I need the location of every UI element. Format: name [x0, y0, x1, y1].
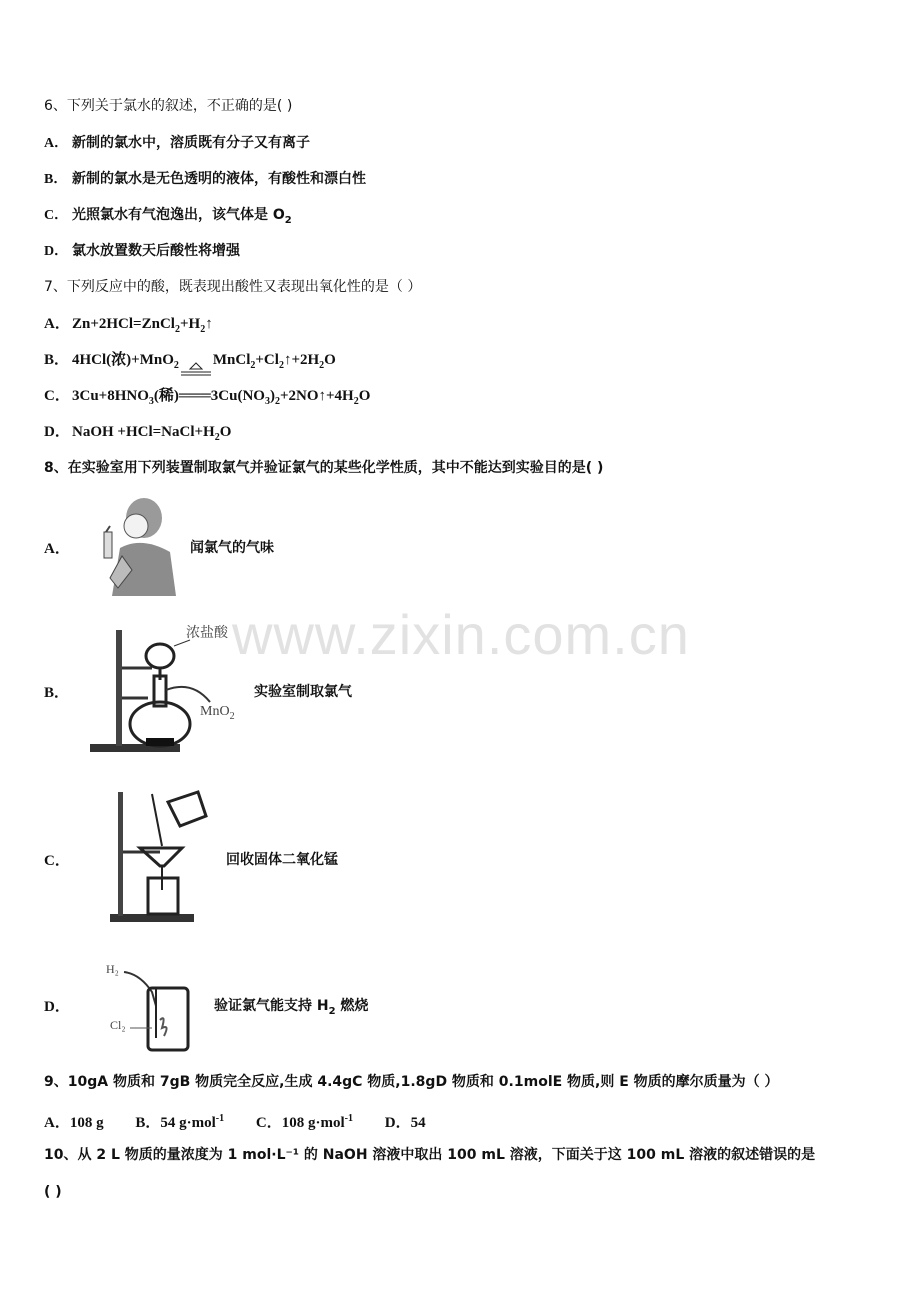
option-label: B．: [135, 1115, 161, 1131]
q7-option-b[interactable]: [44, 350, 336, 376]
smelling-gas-figure: [92, 496, 184, 604]
eq-part: Zn+2HCl=ZnCl: [72, 316, 175, 332]
option-text: 氯水放置数天后酸性将增强: [72, 243, 240, 259]
subscript: 2: [278, 360, 284, 371]
q6-stem: 6、下列关于氯水的叙述，不正确的是( ): [44, 98, 293, 114]
option-label: C．: [255, 1115, 282, 1131]
q7-option-c[interactable]: [44, 386, 370, 412]
option-text: 光照氯水有气泡逸出，该气体是 O: [72, 207, 285, 223]
option-label: D．: [44, 244, 69, 259]
option-text: 108 g: [69, 1115, 104, 1131]
option-label: A．: [44, 316, 70, 332]
fig-label-cl2: Cl₂: [110, 1018, 126, 1032]
option-text: 54: [410, 1115, 426, 1131]
hydrogen-burning-figure: [100, 958, 210, 1062]
eq-part: (稀): [153, 388, 179, 404]
option-text: 54 g·mol: [160, 1115, 216, 1131]
eq-part: MnCl: [212, 352, 251, 368]
q8-option-b-caption: 实验室制取氯气: [254, 684, 352, 700]
eq-part: +Cl: [255, 352, 279, 368]
eq-part: 4HCl(浓)+MnO: [72, 352, 174, 368]
superscript: -1: [344, 1113, 353, 1124]
option-label: C．: [44, 388, 70, 404]
q7-option-d[interactable]: [44, 422, 231, 448]
filtration-figure: [82, 786, 222, 934]
option-label: D．: [44, 424, 70, 440]
subscript: 2: [200, 324, 206, 335]
q6-option-c[interactable]: [44, 205, 292, 231]
q9-stem: 9、10gA 物质和 7gB 物质完全反应,生成 4.4gC 物质,1.8gD 物质和 0.1molE 物质,则 E 物质的摩尔质量为（ ）: [44, 1074, 779, 1090]
q8-option-d-label[interactable]: D．: [44, 999, 70, 1015]
caption-text: 燃烧: [335, 998, 369, 1014]
q8-option-d-caption: [214, 995, 368, 1017]
fig-label-h2: H₂: [106, 962, 119, 976]
q8-option-c-label[interactable]: C．: [44, 853, 70, 869]
q10-stem: 10、从 2 L 物质的量浓度为 1 mol·L⁻¹ 的 NaOH 溶液中取出 100 mL 溶液，下面关于这 100 mL 溶液的叙述错误的是: [44, 1147, 816, 1163]
eq-part: ↑+2H: [283, 352, 320, 368]
option-label: B．: [44, 172, 68, 187]
q8-option-c-caption: 回收固体二氧化锰: [226, 852, 338, 868]
q8-stem: 8、在实验室用下列装置制取氯气并验证氯气的某些化学性质，其中不能达到实验目的是( ): [44, 460, 604, 476]
mno2-text: MnO: [200, 704, 230, 719]
chlorine-generator-figure: [82, 620, 252, 760]
eq-part: O: [324, 352, 336, 368]
q9-option-b[interactable]: [135, 1115, 224, 1131]
option-label: D．: [384, 1115, 411, 1131]
q8-option-a-label[interactable]: A．: [44, 541, 70, 557]
q6-option-a[interactable]: [44, 133, 310, 154]
eq-part: ): [269, 388, 275, 404]
q9-option-d[interactable]: [385, 1115, 426, 1131]
q6-option-b[interactable]: [44, 169, 366, 190]
q9-option-c[interactable]: [256, 1115, 353, 1131]
subscript: 2: [328, 1005, 336, 1017]
subscript: 2: [174, 324, 180, 335]
fig-label-mno2: [200, 704, 235, 722]
q10-paren: ( ): [44, 1184, 62, 1200]
subscript: 2: [214, 432, 220, 443]
q9-options: [44, 1109, 426, 1133]
option-label: C．: [44, 208, 69, 223]
subscript: 2: [353, 396, 359, 407]
eq-part: +H: [179, 316, 201, 332]
subscript: 2: [229, 710, 235, 722]
eq-part: +2NO↑+4H: [279, 388, 354, 404]
eq-part: 3Cu(NO: [210, 388, 265, 404]
option-text: 108 g·mol: [281, 1115, 345, 1131]
q6-option-d[interactable]: [44, 241, 240, 262]
caption-text: 验证氯气能支持 H: [214, 998, 329, 1014]
q9-option-a[interactable]: [44, 1115, 104, 1131]
q7-stem: 7、下列反应中的酸，既表现出酸性又表现出氧化性的是（ ）: [44, 279, 422, 295]
subscript: 2: [250, 360, 256, 371]
equals-sign: ═══: [178, 388, 211, 404]
eq-part: 3Cu+8HNO: [72, 388, 149, 404]
subscript: 3: [148, 396, 154, 407]
eq-part: O: [219, 424, 232, 440]
subscript: 2: [173, 360, 179, 371]
eq-part: ↑: [205, 316, 213, 332]
fig-label-conc-hcl: 浓盐酸: [186, 626, 228, 641]
subscript: 2: [319, 360, 325, 371]
subscript: 2: [284, 214, 292, 226]
superscript: -1: [215, 1113, 225, 1124]
option-label: B．: [44, 352, 70, 368]
option-text: 新制的氯水中，溶质既有分子又有离子: [72, 135, 310, 151]
q8-option-a-caption: 闻氯气的气味: [190, 540, 274, 556]
option-text: 新制的氯水是无色透明的液体，有酸性和漂白性: [72, 171, 366, 187]
watermark: www.zixin.com.cn: [232, 603, 690, 666]
option-label: A．: [44, 1115, 70, 1131]
q8-option-b-label[interactable]: B．: [44, 685, 70, 701]
eq-part: NaOH +HCl=NaCl+H: [72, 424, 215, 440]
subscript: 2: [274, 396, 280, 407]
subscript: 3: [264, 396, 270, 407]
q7-option-a[interactable]: [44, 314, 213, 340]
eq-part: O: [358, 388, 371, 404]
option-label: A．: [44, 136, 69, 151]
